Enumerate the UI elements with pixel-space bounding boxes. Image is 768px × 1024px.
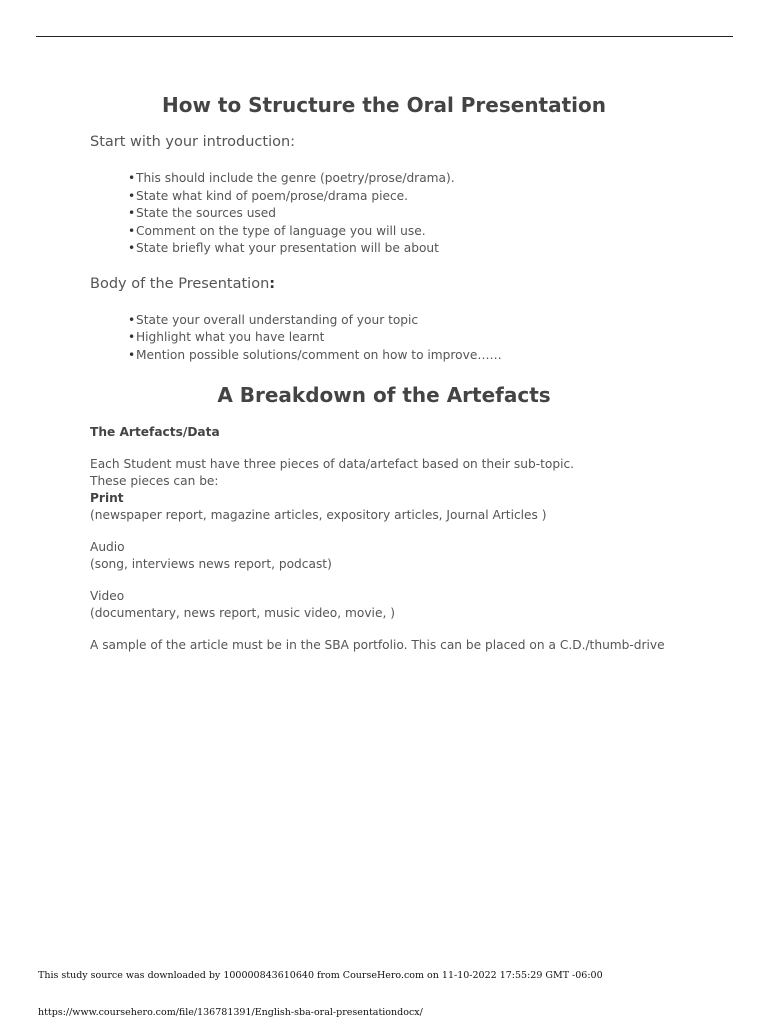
top-divider xyxy=(36,36,733,37)
video-examples: (documentary, news report, music video, movie, ) xyxy=(90,606,395,620)
bullet-icon: • xyxy=(128,188,136,203)
section-title-artefacts: A Breakdown of the Artefacts xyxy=(217,383,551,407)
list-item: • Comment on the type of language you will use. xyxy=(128,223,690,241)
bullet-icon: • xyxy=(128,347,136,362)
list-item: • This should include the genre (poetry/prose/drama). xyxy=(128,170,690,188)
list-item: • Mention possible solutions/comment on how to improve…… xyxy=(128,347,690,365)
document-body xyxy=(90,90,690,654)
download-note: This study source was downloaded by 100000843610640 from CourseHero.com on 11-10-2022 17:55:29 GMT -06:00 xyxy=(38,970,603,981)
bullet-icon: • xyxy=(128,223,136,238)
list-item: • State briefly what your presentation will be about xyxy=(128,240,690,258)
list-item: • State the sources used xyxy=(128,205,690,223)
intro-list xyxy=(128,170,690,258)
bullet-icon: • xyxy=(128,312,136,327)
audio-examples: (song, interviews news report, podcast) xyxy=(90,557,332,571)
bullet-icon: • xyxy=(128,171,136,185)
video-label: Video xyxy=(90,589,125,603)
list-item: • State what kind of poem/prose/drama piece. xyxy=(128,188,690,206)
artefacts-subheading: The Artefacts/Data xyxy=(90,425,220,439)
page-title: How to Structure the Oral Presentation xyxy=(161,93,607,117)
print-label: Print xyxy=(90,491,124,505)
print-examples: (newspaper report, magazine articles, expository articles, Journal Articles ) xyxy=(90,508,547,522)
source-url[interactable]: https://www.coursehero.com/file/136781391/English-sba-oral-presentationdocx/ xyxy=(38,1007,423,1018)
artefacts-intro-line: Each Student must have three pieces of data/artefact based on their sub-topic. xyxy=(90,457,575,471)
list-item: • State your overall understanding of your topic xyxy=(128,312,690,330)
artefacts-intro-line: These pieces can be: xyxy=(90,474,219,488)
body-list xyxy=(128,312,690,365)
intro-heading: Start with your introduction: xyxy=(90,134,296,150)
bullet-icon: • xyxy=(128,330,136,344)
bullet-icon: • xyxy=(128,241,136,255)
sample-note: A sample of the article must be in the SBA portfolio. This can be placed on a C.D./thumb-drive xyxy=(90,638,665,652)
bullet-icon: • xyxy=(128,206,136,220)
list-item: • Highlight what you have learnt xyxy=(128,329,690,347)
audio-label: Audio xyxy=(90,540,125,554)
body-heading: Body of the Presentation: xyxy=(90,275,276,292)
